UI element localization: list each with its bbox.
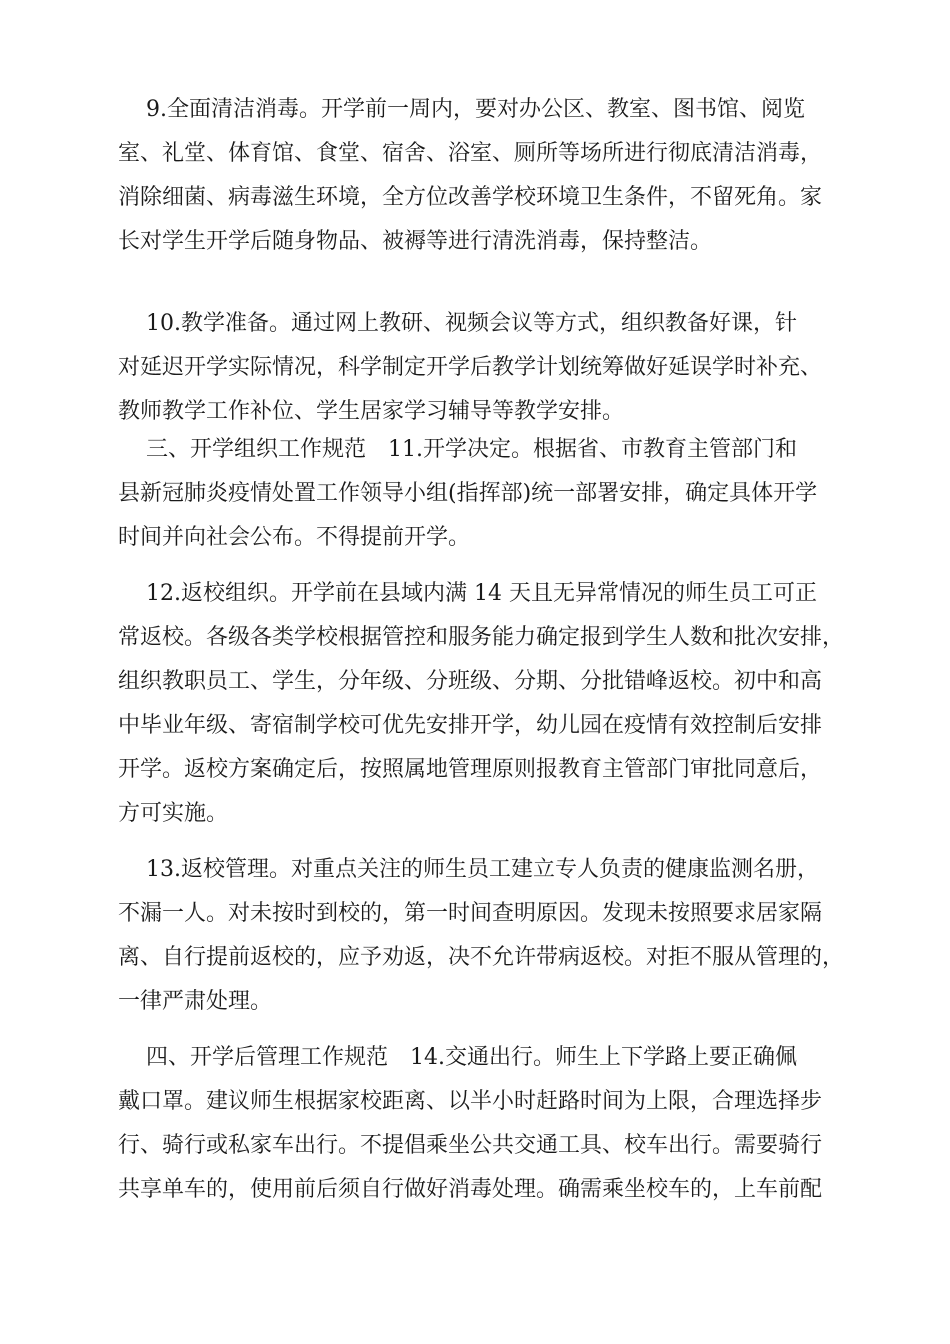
text-line: 对延迟开学实际情况，科学制定开学后教学计划统筹做好延误学时补充、 bbox=[118, 355, 823, 380]
text-line: 教师教学工作补位、学生居家学习辅导等教学安排。 bbox=[118, 399, 625, 424]
paragraph-item-12 bbox=[118, 572, 845, 836]
text-line: 消除细菌、病毒滋生环境，全方位改善学校环境卫生条件，不留死角。家 bbox=[118, 185, 823, 210]
paragraph-section-3-item-11 bbox=[118, 428, 838, 560]
paragraph-item-9 bbox=[118, 88, 838, 264]
text-line: 9.全面清洁消毒。开学前一周内，要对办公区、教室、图书馆、阅览 bbox=[118, 97, 805, 122]
text-line: 组织教职员工、学生，分年级、分班级、分期、分批错峰返校。初中和高 bbox=[118, 669, 823, 694]
text-line: 室、礼堂、体育馆、食堂、宿舍、浴室、厕所等场所进行彻底清洁消毒， bbox=[118, 141, 823, 166]
text-line: 三、开学组织工作规范 11.开学决定。根据省、市教育主管部门和 bbox=[118, 437, 797, 462]
paragraph-section-4-item-14 bbox=[118, 1036, 838, 1212]
text-line: 10.教学准备。通过网上教研、视频会议等方式，组织教备好课，针 bbox=[118, 311, 797, 336]
text-line: 共享单车的，使用前后须自行做好消毒处理。确需乘坐校车的，上车前配 bbox=[118, 1177, 823, 1202]
text-line: 戴口罩。建议师生根据家校距离、以半小时赶路时间为上限，合理选择步 bbox=[118, 1089, 823, 1114]
text-line: 常返校。各级各类学校根据管控和服务能力确定报到学生人数和批次安排， bbox=[118, 625, 845, 650]
text-line: 离、自行提前返校的，应予劝返，决不允许带病返校。对拒不服从管理的， bbox=[118, 945, 845, 970]
text-line: 长对学生开学后随身物品、被褥等进行清洗消毒，保持整洁。 bbox=[118, 229, 713, 254]
text-line: 时间并向社会公布。不得提前开学。 bbox=[118, 525, 471, 550]
text-line: 12.返校组织。开学前在县域内满 14 天且无异常情况的师生员工可正 bbox=[118, 581, 817, 606]
text-line: 四、开学后管理工作规范 14.交通出行。师生上下学路上要正确佩 bbox=[118, 1045, 797, 1070]
paragraph-item-13 bbox=[118, 848, 845, 1024]
text-line: 中毕业年级、寄宿制学校可优先安排开学，幼儿园在疫情有效控制后安排 bbox=[118, 713, 823, 738]
text-line: 县新冠肺炎疫情处置工作领导小组(指挥部)统一部署安排，确定具体开学 bbox=[118, 481, 818, 506]
text-line: 方可实施。 bbox=[118, 801, 229, 826]
text-line: 不漏一人。对未按时到校的，第一时间查明原因。发现未按照要求居家隔 bbox=[118, 901, 823, 926]
paragraph-item-10 bbox=[118, 302, 838, 434]
text-line: 一律严肃处理。 bbox=[118, 989, 273, 1014]
text-line: 开学。返校方案确定后，按照属地管理原则报教育主管部门审批同意后， bbox=[118, 757, 823, 782]
text-line: 行、骑行或私家车出行。不提倡乘坐公共交通工具、校车出行。需要骑行 bbox=[118, 1133, 823, 1158]
text-line: 13.返校管理。对重点关注的师生员工建立专人负责的健康监测名册， bbox=[118, 857, 819, 882]
